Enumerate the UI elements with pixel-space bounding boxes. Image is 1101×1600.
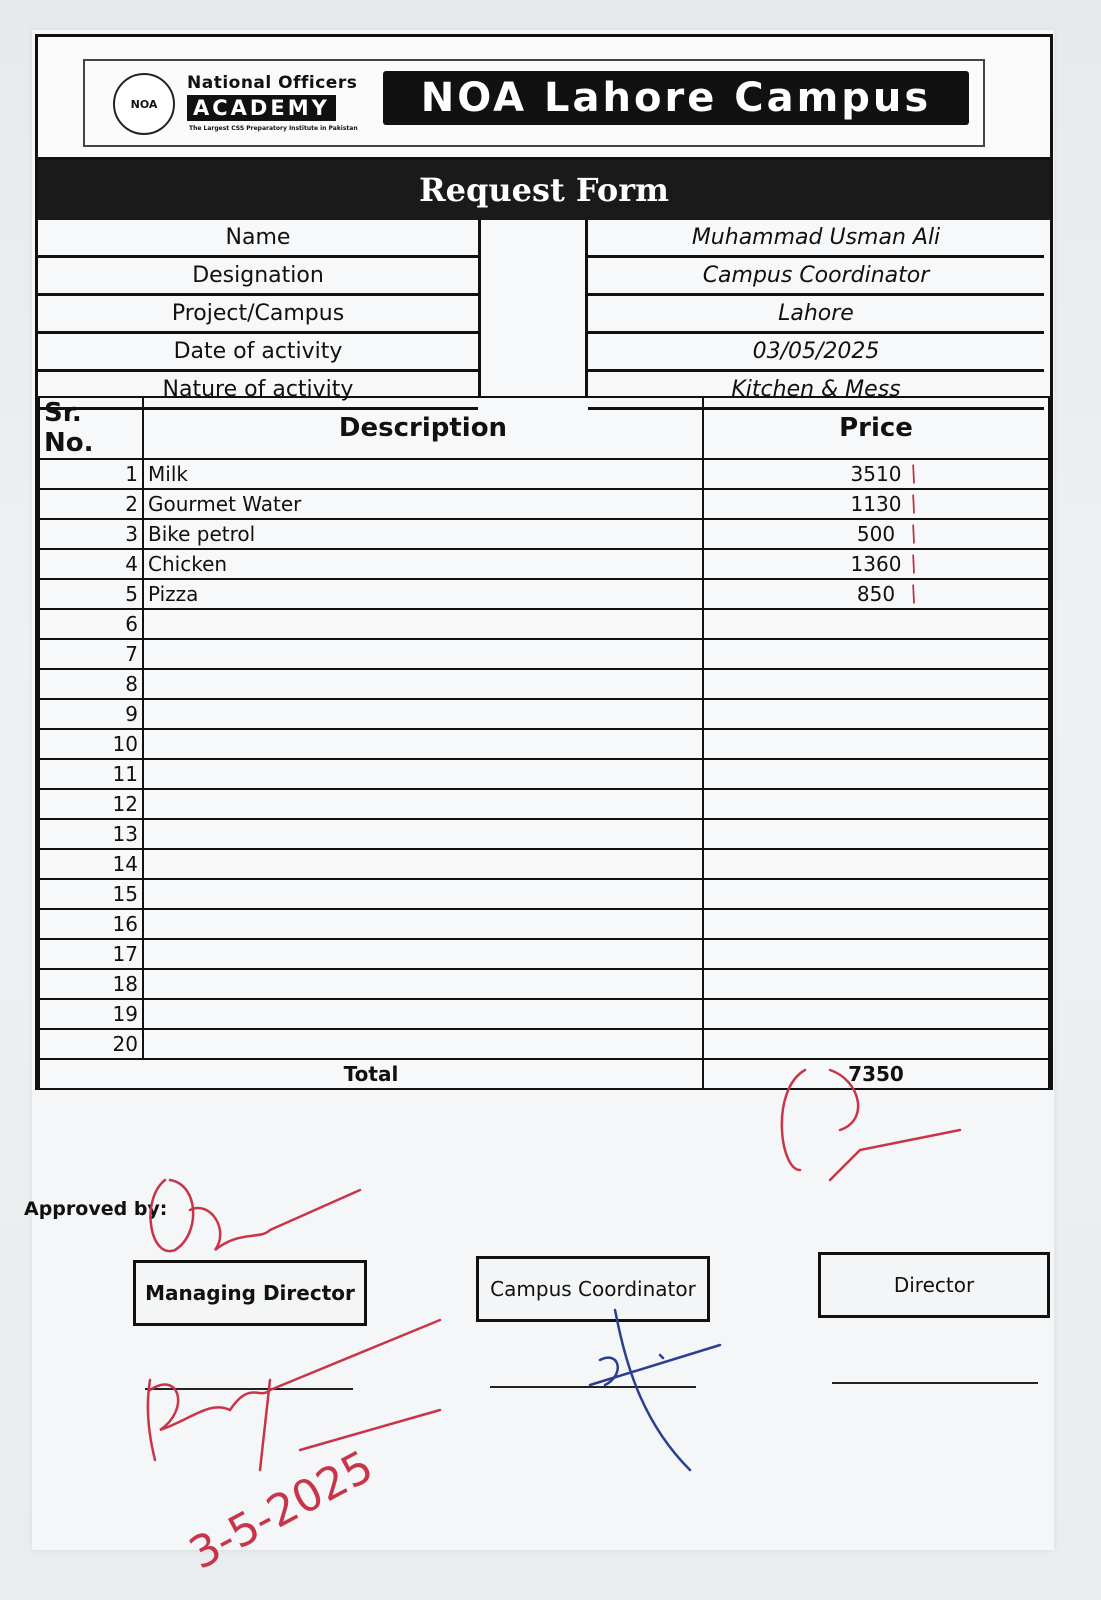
header-description: Description: [143, 397, 703, 459]
row-sr-no: 2: [39, 489, 143, 519]
row-description: [143, 849, 703, 879]
campus-coordinator-box: Campus Coordinator: [476, 1256, 710, 1322]
info-labels: [38, 220, 478, 410]
table-row: [39, 489, 1049, 519]
row-sr-no: 9: [39, 699, 143, 729]
table-row: [39, 849, 1049, 879]
info-label-name: Name: [38, 220, 478, 258]
logo-seal: NOA: [113, 73, 175, 135]
info-value-nature: Kitchen & Mess: [588, 372, 1044, 410]
row-price: [703, 519, 1049, 549]
row-price: [703, 489, 1049, 519]
row-sr-no: 4: [39, 549, 143, 579]
info-spacer: [478, 220, 588, 396]
row-sr-no: 19: [39, 999, 143, 1029]
header-price: Price: [703, 397, 1049, 459]
row-price: [703, 1029, 1049, 1059]
table-row: [39, 1029, 1049, 1059]
row-price-value: 3510: [850, 462, 902, 486]
row-description: Gourmet Water: [143, 489, 703, 519]
row-description: [143, 939, 703, 969]
director-signature-line: [832, 1382, 1038, 1384]
managing-director-box: Managing Director: [133, 1260, 367, 1326]
row-sr-no: 8: [39, 669, 143, 699]
md-signature-line: [145, 1388, 353, 1390]
row-sr-no: 15: [39, 879, 143, 909]
row-description: [143, 789, 703, 819]
row-sr-no: 6: [39, 609, 143, 639]
row-price: [703, 879, 1049, 909]
info-value-designation: Campus Coordinator: [588, 258, 1044, 296]
row-price: [703, 759, 1049, 789]
row-description: [143, 1029, 703, 1059]
table-row: [39, 789, 1049, 819]
row-sr-no: 13: [39, 819, 143, 849]
check-mark-icon: /: [906, 581, 922, 608]
info-label-date: Date of activity: [38, 334, 478, 372]
row-description: [143, 909, 703, 939]
row-sr-no: 12: [39, 789, 143, 819]
row-description: [143, 999, 703, 1029]
row-price-value: 1130: [850, 492, 902, 516]
row-price: [703, 909, 1049, 939]
row-price: [703, 819, 1049, 849]
table-row: [39, 669, 1049, 699]
row-description: Milk: [143, 459, 703, 489]
table-row: [39, 879, 1049, 909]
row-price: [703, 699, 1049, 729]
check-mark-icon: /: [906, 551, 922, 578]
table-row: [39, 819, 1049, 849]
info-section: [38, 220, 1050, 402]
row-price: [703, 729, 1049, 759]
total-label: Total: [39, 1059, 703, 1089]
row-sr-no: 20: [39, 1029, 143, 1059]
table-row: [39, 699, 1049, 729]
info-label-project: Project/Campus: [38, 296, 478, 334]
row-price: [703, 459, 1049, 489]
row-sr-no: 1: [39, 459, 143, 489]
info-value-project: Lahore: [588, 296, 1044, 334]
table-row: [39, 609, 1049, 639]
items-table: [38, 396, 1050, 1090]
check-mark-icon: /: [906, 521, 922, 548]
campus-title: NOA Lahore Campus: [383, 71, 969, 125]
row-price: [703, 939, 1049, 969]
table-row: [39, 939, 1049, 969]
check-mark-icon: /: [906, 491, 922, 518]
row-price: [703, 999, 1049, 1029]
row-description: Chicken: [143, 549, 703, 579]
row-price: [703, 669, 1049, 699]
form-title: Request Form: [38, 160, 1050, 220]
row-description: [143, 609, 703, 639]
info-value-name: Muhammad Usman Ali: [588, 220, 1044, 258]
table-row: [39, 729, 1049, 759]
row-sr-no: 3: [39, 519, 143, 549]
row-description: [143, 759, 703, 789]
row-price: [703, 789, 1049, 819]
row-sr-no: 18: [39, 969, 143, 999]
row-sr-no: 7: [39, 639, 143, 669]
table-row: [39, 549, 1049, 579]
info-label-designation: Designation: [38, 258, 478, 296]
request-form: [35, 34, 1053, 1090]
table-row: [39, 519, 1049, 549]
row-description: [143, 969, 703, 999]
row-price: [703, 579, 1049, 609]
info-label-nature: Nature of activity: [38, 372, 478, 410]
table-row: [39, 909, 1049, 939]
row-description: [143, 729, 703, 759]
total-value: 7350: [703, 1059, 1049, 1089]
header-frame: [83, 59, 985, 147]
logo-line1: National Officers: [187, 73, 358, 93]
check-mark-icon: /: [906, 461, 922, 488]
row-description: Pizza: [143, 579, 703, 609]
row-price: [703, 849, 1049, 879]
row-description: [143, 819, 703, 849]
total-row: [39, 1059, 1049, 1089]
row-price-value: 850: [856, 582, 896, 606]
row-price: [703, 639, 1049, 669]
table-row: [39, 759, 1049, 789]
table-row: [39, 579, 1049, 609]
row-description: [143, 699, 703, 729]
row-description: [143, 879, 703, 909]
table-row: [39, 639, 1049, 669]
logo-line2: ACADEMY: [187, 95, 336, 121]
row-description: Bike petrol: [143, 519, 703, 549]
row-price: [703, 549, 1049, 579]
row-price-value: 1360: [850, 552, 902, 576]
approved-by-label: Approved by:: [24, 1198, 168, 1220]
row-sr-no: 10: [39, 729, 143, 759]
row-sr-no: 11: [39, 759, 143, 789]
row-price: [703, 969, 1049, 999]
info-value-date: 03/05/2025: [588, 334, 1044, 372]
header-sr-no: Sr. No.: [39, 397, 143, 459]
handwritten-date: 3-5-2025: [181, 1440, 382, 1580]
row-sr-no: 5: [39, 579, 143, 609]
row-sr-no: 16: [39, 909, 143, 939]
row-sr-no: 17: [39, 939, 143, 969]
form-header: [38, 37, 1050, 160]
table-row: [39, 999, 1049, 1029]
academy-logo: [95, 67, 375, 137]
table-row: [39, 459, 1049, 489]
row-description: [143, 639, 703, 669]
info-values: [588, 220, 1044, 410]
logo-tagline: The Largest CSS Preparatory Institute in Pakistan: [189, 125, 358, 132]
table-row: [39, 969, 1049, 999]
row-sr-no: 14: [39, 849, 143, 879]
cc-signature-line: [490, 1386, 696, 1388]
row-description: [143, 669, 703, 699]
director-box: Director: [818, 1252, 1050, 1318]
row-price: [703, 609, 1049, 639]
row-price-value: 500: [856, 522, 896, 546]
